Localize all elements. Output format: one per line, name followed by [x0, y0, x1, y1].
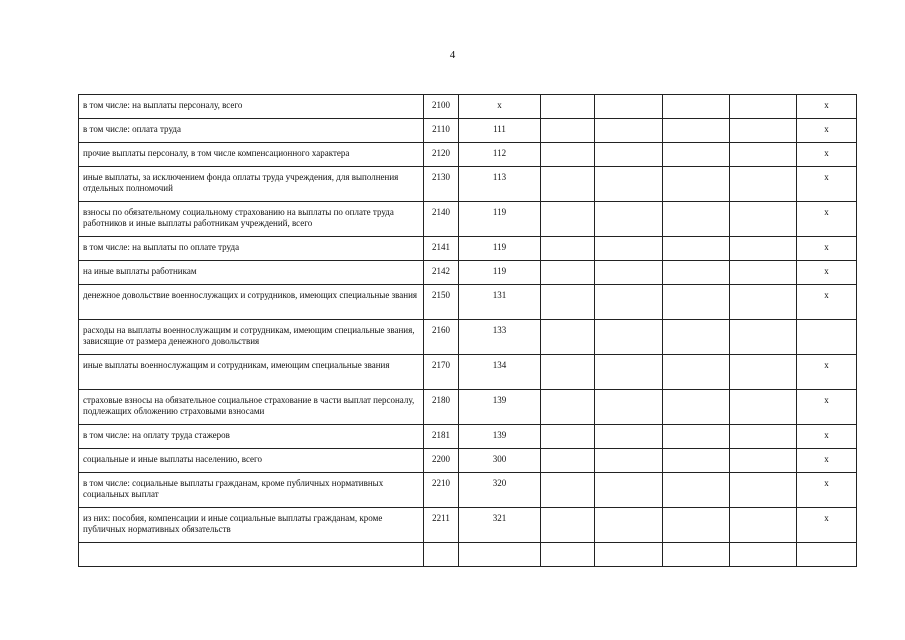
row-mark: x: [797, 355, 857, 390]
empty-cell: [595, 237, 663, 261]
empty-cell: [663, 508, 730, 543]
row-name: на иные выплаты работникам: [79, 261, 424, 285]
table-row: [79, 508, 857, 543]
row-kbk: 119: [459, 237, 541, 261]
empty-cell: [541, 143, 595, 167]
row-mark: [797, 320, 857, 355]
empty-cell: [730, 167, 797, 202]
empty-cell: [663, 355, 730, 390]
empty-cell: [730, 202, 797, 237]
row-mark: x: [797, 95, 857, 119]
empty-cell: [595, 202, 663, 237]
row-name: страховые взносы на обязательное социальное страхование в части выплат персоналу, подлежащих обложению страховыми взносами: [79, 390, 424, 425]
empty-cell: [663, 425, 730, 449]
empty-cell: [663, 119, 730, 143]
empty-cell: [541, 473, 595, 508]
row-kbk: 300: [459, 449, 541, 473]
empty-cell: [730, 320, 797, 355]
empty-cell: [595, 95, 663, 119]
empty-cell: [595, 143, 663, 167]
row-name: в том числе: на оплату труда стажеров: [79, 425, 424, 449]
row-kbk: 133: [459, 320, 541, 355]
row-name: иные выплаты военнослужащим и сотрудникам, имеющим специальные звания: [79, 355, 424, 390]
empty-cell: [595, 508, 663, 543]
row-mark: x: [797, 473, 857, 508]
row-name: [79, 543, 424, 567]
empty-cell: [730, 119, 797, 143]
row-kbk: x: [459, 95, 541, 119]
empty-cell: [595, 543, 663, 567]
empty-cell: [663, 95, 730, 119]
row-kbk: 119: [459, 202, 541, 237]
row-code: 2170: [424, 355, 459, 390]
row-kbk: 111: [459, 119, 541, 143]
empty-cell: [595, 285, 663, 320]
row-code: 2210: [424, 473, 459, 508]
empty-cell: [541, 261, 595, 285]
empty-cell: [730, 425, 797, 449]
row-mark: x: [797, 143, 857, 167]
empty-cell: [663, 285, 730, 320]
empty-cell: [663, 143, 730, 167]
row-code: 2110: [424, 119, 459, 143]
row-code: 2180: [424, 390, 459, 425]
empty-cell: [730, 355, 797, 390]
row-kbk: 139: [459, 425, 541, 449]
empty-cell: [541, 543, 595, 567]
empty-cell: [663, 543, 730, 567]
row-mark: x: [797, 285, 857, 320]
empty-cell: [595, 473, 663, 508]
empty-cell: [595, 355, 663, 390]
empty-cell: [541, 237, 595, 261]
empty-cell: [663, 473, 730, 508]
budget-table: [78, 94, 857, 567]
empty-cell: [541, 508, 595, 543]
row-kbk: 131: [459, 285, 541, 320]
row-code: 2140: [424, 202, 459, 237]
row-kbk: 112: [459, 143, 541, 167]
row-name: в том числе: на выплаты по оплате труда: [79, 237, 424, 261]
empty-cell: [541, 167, 595, 202]
row-name: прочие выплаты персоналу, в том числе компенсационного характера: [79, 143, 424, 167]
row-mark: x: [797, 390, 857, 425]
row-mark: x: [797, 261, 857, 285]
empty-cell: [541, 390, 595, 425]
table-row: [79, 237, 857, 261]
table-row: [79, 167, 857, 202]
empty-cell: [730, 449, 797, 473]
empty-cell: [730, 95, 797, 119]
empty-cell: [730, 543, 797, 567]
row-kbk: 119: [459, 261, 541, 285]
empty-cell: [541, 285, 595, 320]
empty-cell: [663, 320, 730, 355]
row-mark: x: [797, 119, 857, 143]
row-name: из них: пособия, компенсации и иные социальные выплаты гражданам, кроме публичных нормативных обязательств: [79, 508, 424, 543]
row-code: [424, 543, 459, 567]
row-code: 2141: [424, 237, 459, 261]
table-row: [79, 320, 857, 355]
empty-cell: [730, 285, 797, 320]
row-name: в том числе: на выплаты персоналу, всего: [79, 95, 424, 119]
empty-cell: [663, 390, 730, 425]
empty-cell: [595, 320, 663, 355]
row-name: в том числе: оплата труда: [79, 119, 424, 143]
empty-cell: [730, 390, 797, 425]
row-name: в том числе: социальные выплаты гражданам, кроме публичных нормативных социальных выплат: [79, 473, 424, 508]
empty-cell: [595, 119, 663, 143]
empty-cell: [541, 355, 595, 390]
empty-cell: [595, 261, 663, 285]
row-mark: x: [797, 237, 857, 261]
empty-cell: [595, 167, 663, 202]
table-row: [79, 543, 857, 567]
table-row: [79, 119, 857, 143]
empty-cell: [730, 237, 797, 261]
row-name: социальные и иные выплаты населению, всего: [79, 449, 424, 473]
empty-cell: [730, 508, 797, 543]
empty-cell: [730, 261, 797, 285]
row-mark: x: [797, 167, 857, 202]
row-code: 2200: [424, 449, 459, 473]
row-kbk: 134: [459, 355, 541, 390]
table-row: [79, 285, 857, 320]
table-row: [79, 202, 857, 237]
row-mark: [797, 543, 857, 567]
empty-cell: [541, 425, 595, 449]
empty-cell: [595, 390, 663, 425]
table-row: [79, 425, 857, 449]
empty-cell: [541, 449, 595, 473]
row-kbk: 113: [459, 167, 541, 202]
row-code: 2120: [424, 143, 459, 167]
row-mark: x: [797, 425, 857, 449]
row-name: взносы по обязательному социальному страхованию на выплаты по оплате труда работников и иные выплаты работникам учреждений, всего: [79, 202, 424, 237]
page-number: 4: [449, 49, 456, 61]
empty-cell: [541, 320, 595, 355]
empty-cell: [541, 202, 595, 237]
row-mark: x: [797, 449, 857, 473]
empty-cell: [663, 449, 730, 473]
row-name: иные выплаты, за исключением фонда оплаты труда учреждения, для выполнения отдельных полномочий: [79, 167, 424, 202]
row-code: 2150: [424, 285, 459, 320]
empty-cell: [730, 473, 797, 508]
empty-cell: [663, 202, 730, 237]
table-row: [79, 449, 857, 473]
row-name: расходы на выплаты военнослужащим и сотрудникам, имеющим специальные звания, зависящие от размера денежного довольствия: [79, 320, 424, 355]
row-mark: x: [797, 508, 857, 543]
row-mark: x: [797, 202, 857, 237]
table-row: [79, 355, 857, 390]
row-code: 2100: [424, 95, 459, 119]
row-code: 2160: [424, 320, 459, 355]
empty-cell: [541, 95, 595, 119]
row-name: денежное довольствие военнослужащих и сотрудников, имеющих специальные звания: [79, 285, 424, 320]
empty-cell: [595, 449, 663, 473]
row-code: 2181: [424, 425, 459, 449]
row-kbk: 321: [459, 508, 541, 543]
empty-cell: [663, 261, 730, 285]
empty-cell: [730, 143, 797, 167]
empty-cell: [663, 237, 730, 261]
row-kbk: [459, 543, 541, 567]
empty-cell: [541, 119, 595, 143]
empty-cell: [595, 425, 663, 449]
row-code: 2130: [424, 167, 459, 202]
row-code: 2142: [424, 261, 459, 285]
table-row: [79, 390, 857, 425]
empty-cell: [663, 167, 730, 202]
table-row: [79, 95, 857, 119]
table-row: [79, 143, 857, 167]
row-kbk: 139: [459, 390, 541, 425]
table-row: [79, 261, 857, 285]
row-code: 2211: [424, 508, 459, 543]
row-kbk: 320: [459, 473, 541, 508]
table-row: [79, 473, 857, 508]
